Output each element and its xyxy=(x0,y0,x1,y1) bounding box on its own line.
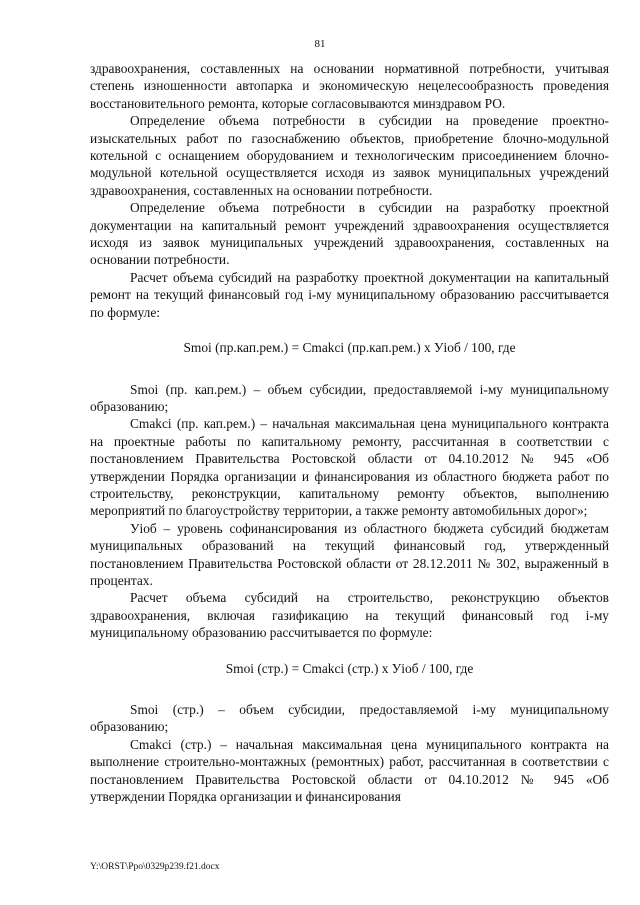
paragraph: Уiоб – уровень софинансирования из областного бюджета субсидий бюджетам муниципальных образований на текущий финансовый год, утвержденный постановлением Правительства Ростовской области от 28.12.2011 № 302, выраженный в процентах. xyxy=(90,520,609,588)
paragraph: Определение объема потребности в субсидии на проведение проектно-изыскательных работ по газоснабжению объектов, приобретение блочно-модульной котельной с оснащением оборудованием и технологическим присоединением блочно-модульной котельной осуществляется исходя из заявок муниципальных учреждений здравоохранения, составленных на основании потребности. xyxy=(90,113,609,198)
page-number: 81 xyxy=(314,38,326,50)
paragraph: Smoi (стр.) – объем субсидии, предоставляемой i-му муниципальному образованию; xyxy=(90,702,609,735)
paragraph: Cmakci (стр.) – начальная максимальная цена муниципального контракта на выполнение строительно-монтажных (ремонтных) работ, рассчитанная в соответствии с постановлением Правительства Ростовской области от 04.10.2012 № 945 «Об утверждении Порядка организации и финансирования xyxy=(90,736,609,805)
paragraph: Расчет объема субсидий на разработку проектной документации на капитальный ремонт на текущий финансовый год i-му муниципальному образованию рассчитывается по формуле: xyxy=(90,269,609,320)
paragraph: Расчет объема субсидий на строительство, реконструкцию объектов здравоохранения, включая газификацию на текущий финансовый год i-му муниципальному образованию рассчитывается по формуле: xyxy=(90,590,609,641)
paragraph: Cmakci (пр. кап.рем.) – начальная максимальная цена муниципального контракта на проектные работы по капитальному ремонту, рассчитанная в соответствии с постановлением Правительства Ростовской области от 04.10.2012 № 945 «Об утверждении Порядка организации и финансирования из областного бюджета работ по строительству, реконструкции, капитальному ремонту объектов, выполнению мероприятий по благоустройству территории, а также ремонту автомобильных дорог»; xyxy=(90,416,609,519)
paragraph: Smoi (пр. кап.рем.) – объем субсидии, предоставляемой i-му муниципальному образованию; xyxy=(90,381,609,414)
footer-file-path: Y:\ORST\Ppo\0329p239.f21.docx xyxy=(90,862,220,872)
paragraph: Определение объема потребности в субсидии на разработку проектной документации на капитальный ремонт учреждений здравоохранения осуществляется исходя из заявок муниципальных учреждений здравоохранения, составленных на основании потребности. xyxy=(90,200,609,268)
document-body xyxy=(90,60,609,805)
formula: Smoi (стр.) = Cmakci (стр.) x Уiоб / 100, где xyxy=(225,660,474,676)
paragraph: здравоохранения, составленных на основании нормативной потребности, учитывая степень изношенности автопарка и экономическую нецелесообразность проведения восстановительного ремонта, которые согласовываются минздравом РО. xyxy=(90,61,609,111)
formula: Smoi (пр.кап.рем.) = Cmakci (пр.кап.рем.) x Уiоб / 100, где xyxy=(183,340,516,356)
